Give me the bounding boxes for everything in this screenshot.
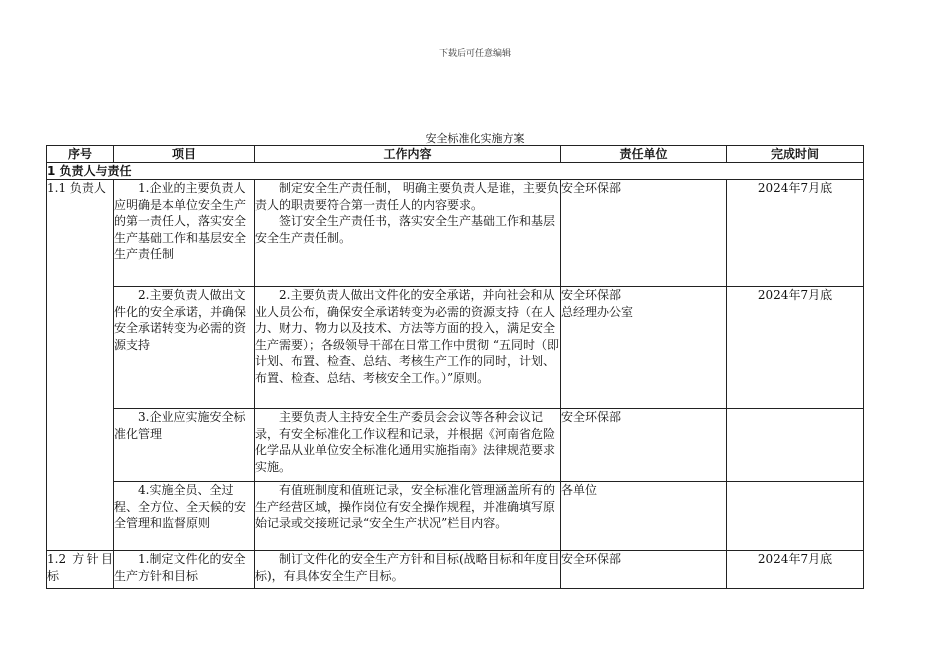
table-row	[47, 287, 864, 409]
unit-cell	[561, 287, 727, 409]
row-number-cell: 1.2 方针目标	[47, 551, 114, 589]
column-header-item: 项目	[114, 146, 255, 163]
item-text: 2.主要负责人做出文件化的安全承诺，并确保安全承诺转变为必需的资源支持	[114, 288, 247, 352]
unit-text: 安全环保部	[561, 410, 622, 424]
unit-cell	[561, 551, 727, 589]
column-header-date: 完成时间	[727, 146, 864, 163]
unit-cell	[561, 180, 727, 287]
date-cell: 2024年7月底	[727, 180, 864, 287]
date-cell	[727, 409, 864, 482]
item-text: 1.制定文件化的安全生产方针和目标	[114, 552, 246, 583]
table-row	[47, 482, 864, 551]
item-cell	[114, 551, 255, 589]
unit-text: 总经理办公室	[561, 304, 634, 319]
item-text: 3.企业应实施安全标准化管理	[114, 410, 246, 441]
table-header-row	[47, 146, 864, 163]
item-cell	[114, 409, 255, 482]
document-title: 安全标准化实施方案	[425, 132, 525, 145]
work-text: 制定安全生产责任制， 明确主要负责人是谁，主要负责人的职责要符合第一责任人的内容要求。	[255, 181, 559, 212]
table-row	[47, 551, 864, 589]
header-note: 下载后可任意编辑	[438, 49, 511, 59]
column-header-work: 工作内容	[255, 146, 561, 163]
work-cell	[255, 180, 561, 287]
table-row	[47, 180, 864, 287]
work-text: 2.主要负责人做出文件化的安全承诺，并向社会和从业人员公布，确保安全承诺转变为必需的资源支持（在人力、财力、物力以及技术、方法等方面的投入，满足安全生产需要）；各级领导干部在日常工作中贯彻 “五同时（即计划、布置、检查、总结、考核生产工作的同时，计划、布置、检查、总结、考核安全工作。）”原则。	[255, 288, 559, 385]
item-cell	[114, 287, 255, 409]
unit-text: 安全环保部	[561, 181, 622, 195]
item-text: 4.实施全员、全过程、全方位、全天候的安全管理和监督原则	[114, 483, 247, 530]
unit-cell	[561, 482, 727, 551]
unit-text: 安全环保部	[561, 288, 622, 302]
work-cell	[255, 482, 561, 551]
item-text: 1.企业的主要负责人应明确是本单位安全生产的第一责任人，落实安全生产基础工作和基层安全生产责任制	[114, 181, 247, 261]
implementation-plan-table	[46, 145, 864, 589]
item-cell	[114, 482, 255, 551]
work-cell	[255, 409, 561, 482]
work-cell	[255, 287, 561, 409]
table-row	[47, 409, 864, 482]
item-cell	[114, 180, 255, 287]
date-cell: 2024年7月底	[727, 287, 864, 409]
column-header-no: 序号	[47, 146, 114, 163]
unit-text: 安全环保部	[561, 552, 622, 566]
unit-text: 各单位	[561, 483, 598, 497]
column-header-unit: 责任单位	[561, 146, 727, 163]
work-text: 签订安全生产责任书，落实安全生产基础工作和基层安全生产责任制。	[255, 214, 556, 245]
work-text: 有值班制度和值班记录，安全标准化管理涵盖所有的生产经营区域，操作岗位有安全操作规程，并准确填写原始记录或交接班记录“安全生产状况”栏目内容。	[255, 483, 556, 530]
work-cell	[255, 551, 561, 589]
date-cell	[727, 482, 864, 551]
work-text: 主要负责人主持安全生产委员会会议等各种会议记录，有安全标准化工作议程和记录，并根据《河南省危险化学品从业单位安全标准化通用实施指南》法律规范要求实施。	[255, 410, 556, 474]
section-row	[47, 163, 864, 180]
row-number-cell: 1.1 负责人	[47, 180, 114, 551]
date-cell: 2024年7月底	[727, 551, 864, 589]
section-title: 1 负责人与责任	[47, 163, 864, 180]
work-text: 制订文件化的安全生产方针和目标(战略目标和年度目标)，有具体安全生产目标。	[255, 552, 560, 583]
unit-cell	[561, 409, 727, 482]
